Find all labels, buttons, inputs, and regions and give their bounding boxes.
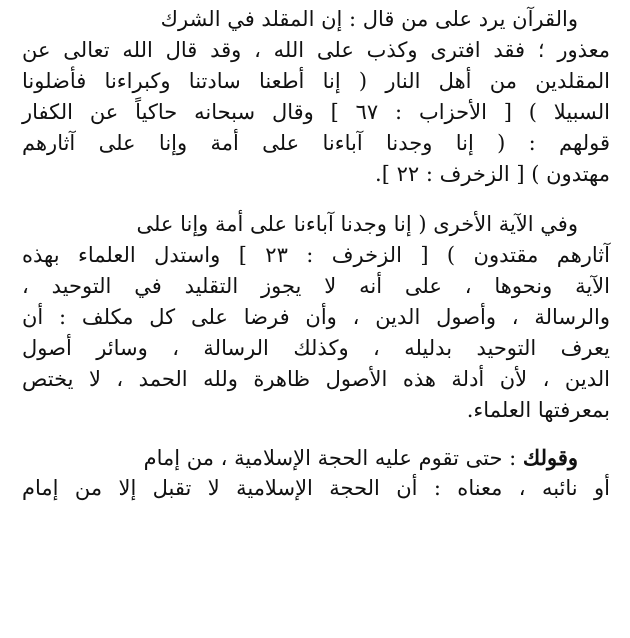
- text-line: المقلدين من أهل النار ( إنا أطعنا سادتنا وكبراءنا فأضلونا: [22, 69, 610, 93]
- text-line: يعرف التوحيد بدليله ، وكذلك الرسالة ، وسائر أصول: [22, 336, 610, 360]
- paragraph-gap: [22, 426, 610, 442]
- text-line: قولهم : ( إنا وجدنا آباءنا على أمة وإنا على آثارهم: [22, 131, 610, 155]
- paragraph-3: [22, 442, 610, 504]
- text-line: الدين ، لأن أدلة هذه الأصول ظاهرة ولله الحمد ، لا يختص: [22, 367, 610, 391]
- text-line: آثارهم مقتدون ) [ الزخرف : ٢٣ ] واستدل العلماء بهذه: [22, 243, 610, 267]
- paragraph-2: [22, 209, 610, 426]
- text-line: بمعرفتها العلماء.: [466, 398, 610, 422]
- text-line: [22, 442, 610, 473]
- text-line: الآية ونحوها ، على أنه لا يجوز التقليد في التوحيد ،: [22, 274, 610, 298]
- lead-word: وقولك: [522, 445, 578, 470]
- text-line: معذور ؛ فقد افترى وكذب على الله ، وقد قال الله تعالى عن: [22, 38, 610, 62]
- line-rest: : حتى تقوم عليه الحجة الإسلامية ، من إمام: [143, 446, 523, 470]
- text-line: والرسالة ، وأصول الدين ، وأن فرضا على كل مكلف : أن: [22, 305, 610, 329]
- paragraph-gap: [22, 190, 610, 209]
- text-line: والقرآن يرد على من قال : إن المقلد في الشرك: [160, 7, 578, 31]
- text-line: السبيلا ) [ الأحزاب : ٦٧ ] وقال سبحانه حاكياً عن الكفار: [22, 100, 610, 124]
- text-line: مهتدون ) [ الزخرف : ٢٢ ].: [375, 162, 610, 186]
- text-line: أو نائبه ، معناه : أن الحجة الإسلامية لا تقبل إلا من إمام: [22, 476, 610, 500]
- text-line: وفي الآية الأخرى ( إنا وجدنا آباءنا على أمة وإنا على: [136, 212, 578, 236]
- paragraph-1: [22, 4, 610, 190]
